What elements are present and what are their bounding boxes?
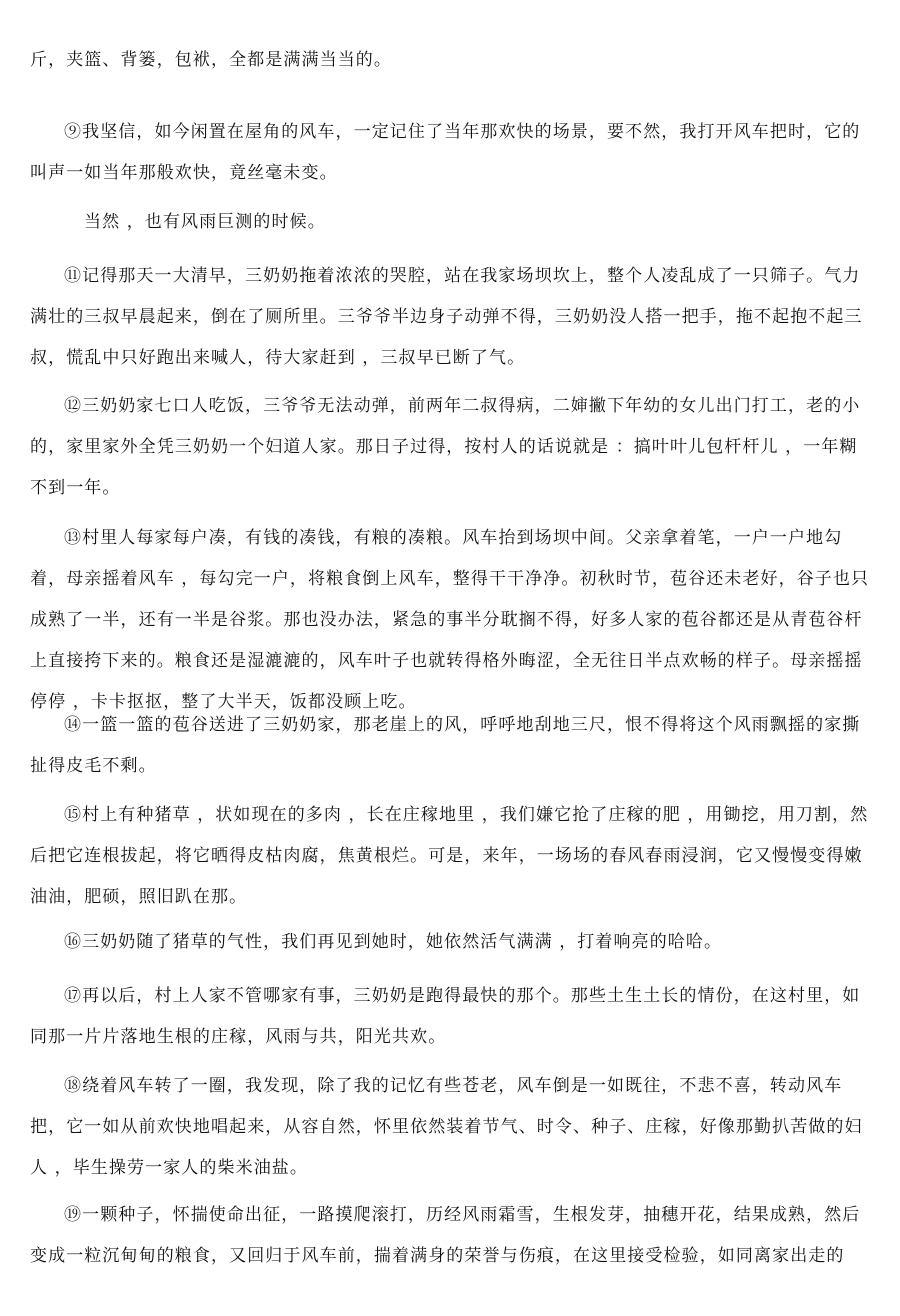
paragraph-16: ⑯三奶奶随了猪草的气性，我们再见到她时，她依然活气满满 ，打着响亮的哈哈。 [64, 932, 723, 952]
paragraph-11: ⑪记得那天一大清早，三奶奶拖着浓浓的哭腔，站在我家场坝坎上，整个人凌乱成了一只筛子。气力满壮的三叔早晨起来，倒在了厕所里。三爷爷半边身子动弹不得，三奶奶没人搭一把手，拖不起抱不起三叔，慌乱中只好跑出来喊人，待大家赶到 ，三叔早已断了气。 [30, 266, 863, 368]
paragraph-14: ⑭一篮一篮的苞谷送进了三奶奶家，那老崖上的风，呼呼地刮地三尺，恨不得将这个风雨飘摇的家撕扯得皮毛不剩。 [30, 715, 861, 776]
paragraph-13: ⑬村里人每家每户凑，有钱的凑钱，有粮的凑粮。风车抬到场坝中间。父亲拿着笔，一户一户地勾着，母亲摇着风车 ，每勾完一户，将粮食倒上风车，整得干干净净。初秋时节，苞谷还未老好，谷子也只成熟了一半，还有一半是谷浆。那也没办法，紧急的事半分耽搁不得，好多人家的苞谷都还是从青苞谷杆上直接挎下来的。粮食还是湿漉漉的，风车叶子也就转得格外晦涩，全无往日半点欢畅的样子。母亲摇摇停停 ，卡卡抠抠，整了大半天，饭都没顾上吃。 [30, 528, 870, 712]
paragraph-15: ⑮村上有种猪草 ，状如现在的多肉 ，长在庄稼地里 ，我们嫌它抢了庄稼的肥 ，用锄挖，用刀割，然后把它连根拔起，将它晒得皮枯肉腐，焦黄根烂。可是，来年，一场场的春风春雨浸润，它又慢慢变得嫩油油，肥硕，照旧趴在那。 [30, 805, 869, 907]
paragraph-9: ⑨我坚信，如今闲置在屋角的风车，一定记住了当年那欢快的场景，要不然，我打开风车把时，它的叫声一如当年那般欢快，竟丝毫未变。 [30, 122, 861, 183]
paragraph-18: ⑱绕着风车转了一圈，我发现，除了我的记忆有些苍老，风车倒是一如既往，不悲不喜，转动风车把，它一如从前欢快地唱起来，从容自然，怀里依然装着节气、时令、种子、庄稼，好像那勤扒苦做的妇人 ，毕生操劳一家人的柴米油盐。 [30, 1076, 863, 1178]
paragraph-19: ⑲一颗种子，怀揣使命出征，一路摸爬滚打，历经风雨霜雪，生根发芽，抽穗开花，结果成熟，然后变成一粒沉甸甸的粮食，又回归于风车前，揣着满身的荣誉与伤痕，在这里接受检验，如同离家出走的 [30, 1205, 861, 1266]
paragraph-17: ⑰再以后，村上人家不管哪家有事，三奶奶是跑得最快的那个。那些土生土长的情份，在这村里，如同那一片片落地生根的庄稼，风雨与共，阳光共欢。 [30, 986, 861, 1047]
paragraph-10: 当然 ，也有风雨巨测的时候。 [84, 212, 326, 232]
paragraph-continuation: 斤，夹篮、背篓，包袱，全都是满满当当的。 [30, 50, 392, 70]
paragraph-12: ⑫三奶奶家七口人吃饭，三爷爷无法动弹，前两年二叔得病，二婶撇下年幼的女儿出门打工，老的小的，家里家外全凭三奶奶一个妇道人家。那日子过得，按村人的话说就是 ：搞叶叶儿包杆杆儿 ，一年糊不到一年。 [30, 396, 861, 498]
